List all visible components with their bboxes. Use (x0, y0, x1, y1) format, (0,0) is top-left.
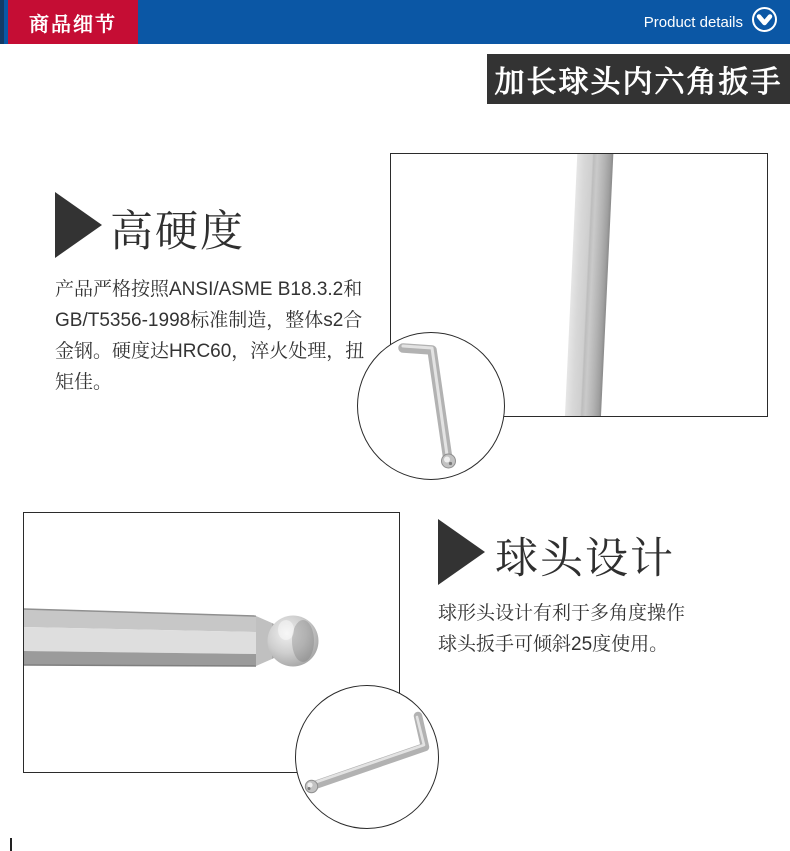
topbar (0, 0, 790, 44)
next-section-border-edge (10, 838, 12, 851)
feature-title-hardness: 高硬度 (110, 208, 245, 256)
l-wrench-inset-photo (357, 332, 505, 480)
feature-text-line: GB/T5356-1998标准制造，整体s2合 (55, 310, 363, 331)
feature-text-line: 金钢。硬度达HRC60，淬火处理，扭 (55, 341, 365, 362)
hex-shaft-image (564, 153, 614, 417)
feature-title-ball-head: 球头设计 (495, 535, 675, 583)
feature-text-line: 矩佳。 (55, 372, 113, 393)
feature-text-hardness (55, 274, 364, 398)
product-title-banner (487, 54, 790, 104)
category-badge (8, 0, 138, 44)
feature-text-line: 球形头设计有利于多角度操作 (438, 603, 686, 624)
feature-text-ball-head (438, 598, 685, 660)
l-wrench-vertical-image (358, 333, 505, 480)
chevron-down-circle-icon[interactable] (751, 6, 778, 38)
topbar-left-edge (0, 0, 4, 44)
feature-text-line: 产品严格按照ANSI/ASME B18.3.2和 (55, 279, 363, 300)
product-title: 加长球头内六角扳手 (494, 66, 783, 99)
category-badge-label: 商品细节 (29, 13, 117, 36)
l-wrench-inset-photo-2 (295, 685, 439, 829)
l-wrench-horizontal-image (296, 686, 439, 829)
product-details-toggle[interactable] (644, 0, 778, 44)
right-triangle-bullet-icon (55, 192, 102, 258)
feature-text-line: 球头扳手可倾斜25度使用。 (438, 634, 669, 655)
product-details-label: Product details (643, 13, 743, 31)
right-triangle-bullet-icon (438, 519, 485, 585)
